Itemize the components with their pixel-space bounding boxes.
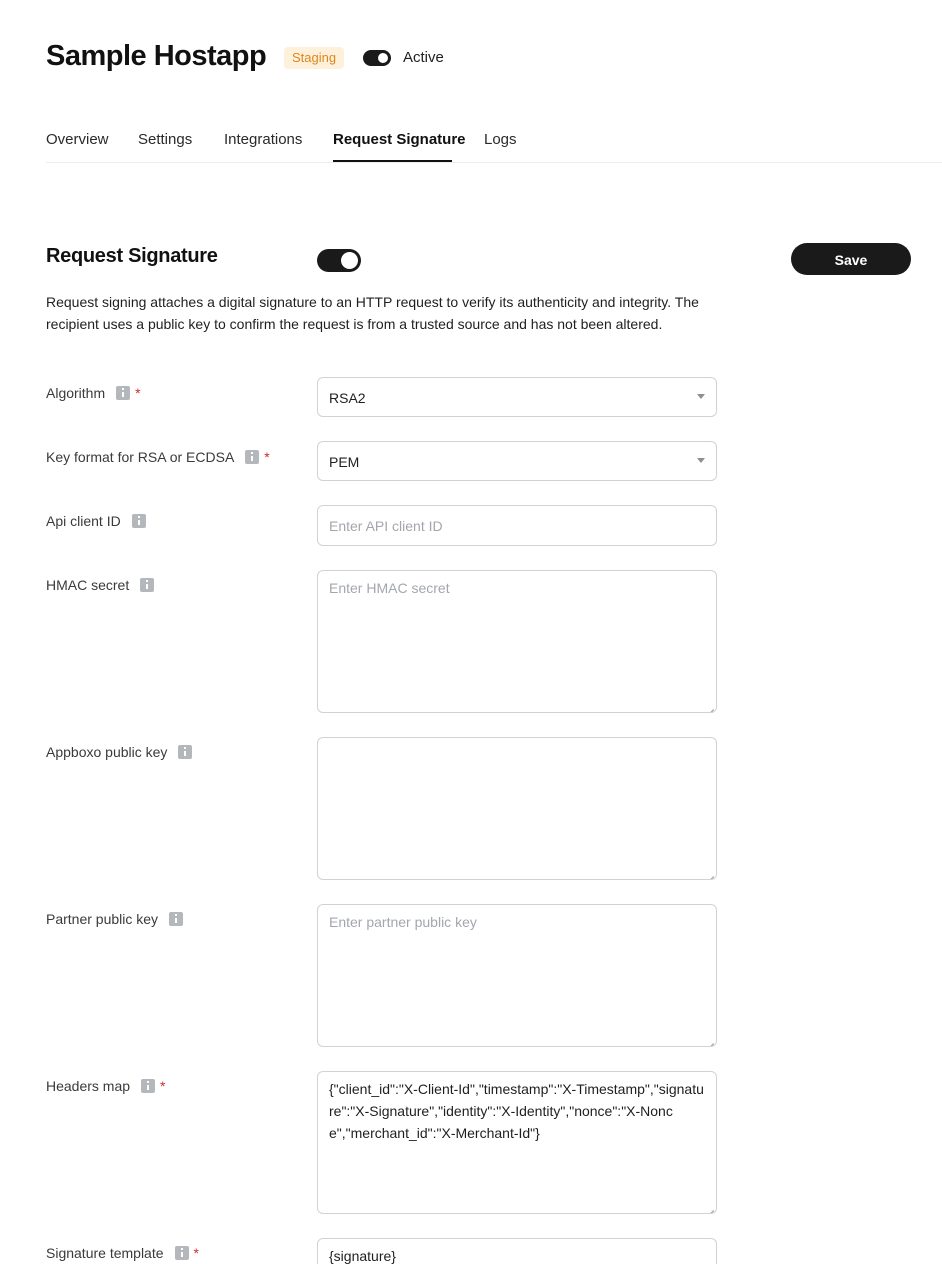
required-mark: * bbox=[160, 1078, 166, 1094]
api-client-id-label-text: Api client ID bbox=[46, 513, 121, 529]
key-format-select[interactable] bbox=[317, 441, 717, 481]
info-icon[interactable] bbox=[141, 1079, 155, 1093]
request-signature-toggle[interactable] bbox=[317, 249, 361, 272]
save-button[interactable]: Save bbox=[791, 243, 911, 275]
signature-template-label-text: Signature template bbox=[46, 1245, 164, 1261]
key-format-label-text: Key format for RSA or ECDSA bbox=[46, 449, 235, 465]
required-mark: * bbox=[264, 449, 270, 465]
hmac-secret-label bbox=[46, 577, 154, 593]
api-client-id-input[interactable] bbox=[317, 505, 717, 546]
tab-request-signature[interactable]: Request Signature bbox=[333, 131, 466, 148]
headers-map-value: {"client_id":"X-Client-Id","timestamp":"X-Timestamp","signature":"X-Signature","identity":"X-Identity","nonce":"X-Nonce","merchant_id":"X-Merchant-Id"} bbox=[329, 1081, 704, 1141]
partner-public-key-label-text: Partner public key bbox=[46, 911, 159, 927]
appboxo-public-key-label-text: Appboxo public key bbox=[46, 744, 168, 760]
resize-handle-icon[interactable] bbox=[706, 702, 714, 710]
app-title: Sample Hostapp bbox=[46, 40, 267, 72]
algorithm-select[interactable] bbox=[317, 377, 717, 417]
headers-map-label-text: Headers map bbox=[46, 1078, 131, 1094]
key-format-select-value: PEM bbox=[329, 454, 360, 470]
algorithm-label bbox=[46, 385, 141, 401]
info-icon[interactable] bbox=[175, 1246, 189, 1260]
section-title: Request Signature bbox=[46, 245, 218, 267]
info-icon[interactable] bbox=[140, 578, 154, 592]
environment-badge: Staging bbox=[284, 47, 344, 69]
tab-integrations[interactable]: Integrations bbox=[224, 131, 303, 148]
required-mark: * bbox=[193, 1245, 199, 1261]
resize-handle-icon[interactable] bbox=[706, 1203, 714, 1211]
headers-map-label bbox=[46, 1078, 166, 1094]
section-description: Request signing attaches a digital signature to an HTTP request to verify its authenticity and integrity. The recipient uses a public key to confirm the request is from a trusted source and has not been altered. bbox=[46, 294, 699, 332]
info-icon[interactable] bbox=[132, 514, 146, 528]
algorithm-select-value: RSA2 bbox=[329, 390, 366, 406]
api-client-id-placeholder: Enter API client ID bbox=[329, 518, 443, 534]
appboxo-public-key-textarea[interactable] bbox=[317, 737, 717, 880]
partner-public-key-label bbox=[46, 911, 183, 927]
tab-logs[interactable]: Logs bbox=[484, 131, 517, 148]
key-format-label bbox=[46, 449, 270, 465]
info-icon[interactable] bbox=[245, 450, 259, 464]
signature-template-value: {signature} bbox=[329, 1248, 396, 1264]
api-client-id-label bbox=[46, 513, 146, 529]
active-tab-indicator bbox=[333, 160, 452, 162]
info-icon[interactable] bbox=[169, 912, 183, 926]
signature-template-label bbox=[46, 1245, 199, 1261]
hmac-secret-placeholder: Enter HMAC secret bbox=[329, 580, 450, 596]
hmac-secret-textarea[interactable] bbox=[317, 570, 717, 713]
resize-handle-icon[interactable] bbox=[706, 1036, 714, 1044]
tab-settings[interactable]: Settings bbox=[138, 131, 193, 148]
required-mark: * bbox=[135, 385, 141, 401]
chevron-down-icon bbox=[697, 458, 705, 463]
tab-bar bbox=[46, 0, 942, 163]
signature-template-textarea[interactable] bbox=[317, 1238, 717, 1264]
info-icon[interactable] bbox=[116, 386, 130, 400]
algorithm-label-text: Algorithm bbox=[46, 385, 106, 401]
app-status-label: Active bbox=[403, 49, 444, 66]
hmac-secret-label-text: HMAC secret bbox=[46, 577, 130, 593]
tab-overview[interactable]: Overview bbox=[46, 131, 109, 148]
info-icon[interactable] bbox=[178, 745, 192, 759]
partner-public-key-textarea[interactable] bbox=[317, 904, 717, 1047]
headers-map-textarea[interactable] bbox=[317, 1071, 717, 1214]
appboxo-public-key-label bbox=[46, 744, 192, 760]
partner-public-key-placeholder: Enter partner public key bbox=[329, 914, 477, 930]
chevron-down-icon bbox=[697, 394, 705, 399]
resize-handle-icon[interactable] bbox=[706, 869, 714, 877]
